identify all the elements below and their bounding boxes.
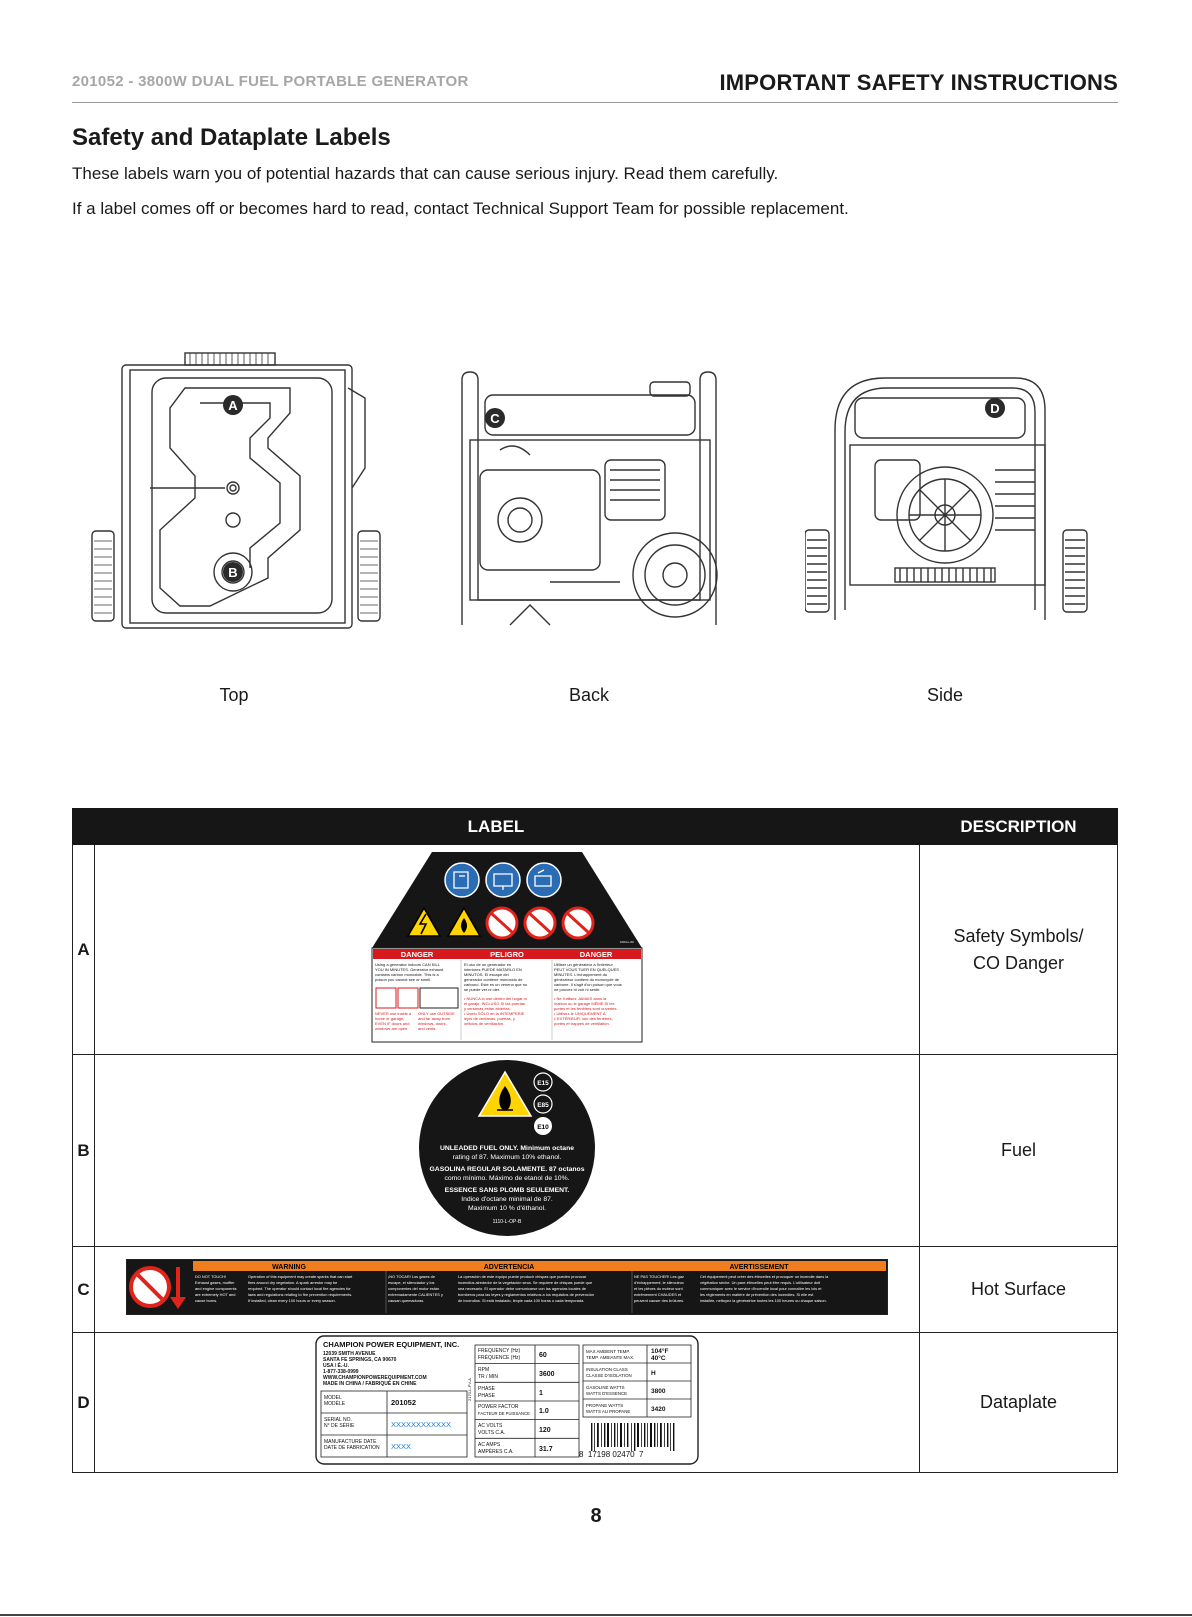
rating-label-en: INSULATION CLASS: [586, 1367, 628, 1372]
label-a-fr-rule-line: L'EXTÉRIEUR, loin des fenêtres,: [554, 1016, 613, 1021]
rating-label-fr: TEMP. AMBIANTE MAX.: [586, 1355, 635, 1360]
section-header: IMPORTANT SAFETY INSTRUCTIONS: [719, 70, 1118, 95]
table-row-a: [73, 845, 1118, 1055]
section-title: Safety and Dataplate Labels: [72, 124, 391, 151]
label-column-header: LABEL: [73, 809, 920, 845]
caption-top: Top: [219, 685, 249, 705]
label-a-only-line: windows, doors,: [418, 1021, 447, 1026]
label-a-only-line: and vents.: [418, 1026, 437, 1031]
label-a-en-line: poison you cannot see or smell.: [375, 977, 432, 982]
row-description: Safety Symbols/ CO Danger: [920, 845, 1118, 1055]
use-outside-icon: [420, 988, 458, 1008]
label-b-code: 1110-L-OP-B: [492, 1219, 522, 1225]
read-manual-icon: [445, 863, 479, 897]
dataplate-company: CHAMPION POWER EQUIPMENT, INC.: [323, 1340, 460, 1349]
marker-b-text: B: [228, 565, 238, 580]
dataplate-address-line: USA / É.-U.: [323, 1363, 349, 1369]
serial-label-en: SERIAL NO.: [324, 1417, 352, 1423]
row-letter: B: [73, 1055, 95, 1247]
generator-side-view-illustration: [805, 370, 1105, 635]
label-c-es-long: La operación de este equipo puede producir chispas que pueden provocar: [458, 1274, 587, 1279]
model-value: 201052: [391, 1398, 417, 1407]
label-a-never-line: EVEN IF doors and: [375, 1021, 410, 1026]
label-a-es-line: carbono. Este es un veneno que no: [464, 982, 528, 987]
label-a-fr-rule-line: • Utilisez-le UNIQUEMENT À: [554, 1011, 606, 1016]
rating-label-fr: CLASSE D'ISOLATION: [586, 1373, 632, 1378]
mandatory-icons: [445, 863, 561, 897]
label-a-fr-line: ne pouvez ni voir ni sentir.: [554, 987, 601, 992]
no-garage-use-icon: [398, 988, 418, 1008]
label-a-fr-line: carbone. Il s'agit d'un poison que vous: [554, 982, 622, 987]
label-c-es-short: ¡NO TOCAR! Los gases de: [388, 1274, 435, 1279]
no-indoor-use-icon: [376, 988, 396, 1008]
label-a-fr-line: PEUT VOUS TUER EN QUELQUES: [554, 967, 619, 972]
label-c-fr-short: d'échappement, le silencieux: [634, 1280, 684, 1285]
label-c-en-short: are extremely HOT and: [195, 1292, 236, 1297]
ground-generator-icon: [486, 863, 520, 897]
table-row-c: [73, 1247, 1118, 1333]
label-a-code: 1004-L-00: [620, 940, 634, 944]
label-c-en-short: and engine components: [195, 1286, 237, 1291]
outdoor-use-icon: [527, 863, 561, 897]
marker-a-text: A: [228, 398, 238, 413]
label-a-safety-symbols: [364, 848, 650, 1046]
badge-e15: E15: [537, 1080, 549, 1087]
fuel-line-3: GASOLINA REGULAR SOLAMENTE. 87 octanos: [429, 1166, 585, 1173]
marker-c-text: C: [490, 411, 500, 426]
fuel-line-4: como mínimo. Máximo de etanol de 10%.: [444, 1175, 570, 1182]
dataplate-address-line: 1-877-338-0999: [323, 1369, 359, 1375]
label-a-heading-en: DANGER: [400, 950, 434, 959]
spec-label-fr: TR / MIN: [478, 1374, 498, 1380]
date-label-en: MANUFACTURE DATE: [324, 1439, 377, 1445]
label-c-heading-es: ADVERTENCIA: [483, 1264, 535, 1271]
label-d-dataplate: [315, 1335, 699, 1465]
label-c-fr-short: peuvent causer des brûlures.: [634, 1298, 685, 1303]
label-c-en-long: laws and regulations relating to fire prevention requirements.: [248, 1292, 353, 1297]
label-c-fr-long: Cet équipement peut créer des étincelles et provoquer un incendie dans la: [700, 1274, 829, 1279]
label-c-cell: [95, 1247, 920, 1333]
label-a-fr-rule-line: portes et trappes de ventilation.: [554, 1021, 610, 1026]
table-row-d: [73, 1333, 1118, 1473]
label-d-cell: [95, 1333, 920, 1473]
spec-label-fr: FACTEUR DE PUISSANCE: [478, 1411, 530, 1416]
header-divider: [72, 102, 1118, 103]
label-a-fr-line: MINUTES. L'échappement du: [554, 972, 608, 977]
label-a-es-rule-line: orificios de ventilación.: [464, 1021, 505, 1026]
row-letter: D: [73, 1333, 95, 1473]
label-a-fr-rule-line: maison ou le garage MÊME SI les: [554, 1001, 615, 1006]
rating-label-fr: WATTS AU PROPANE: [586, 1409, 631, 1414]
label-c-fr-long: végétation sèche. Un pare-étincelles peut être requis. L'utilisateur doit: [700, 1280, 821, 1285]
rating-value: H: [651, 1370, 656, 1377]
generator-top-view-illustration: [90, 348, 385, 643]
table-row-b: [73, 1055, 1118, 1247]
label-c-hot-surface: [126, 1259, 888, 1315]
badge-e85: E85: [537, 1102, 549, 1109]
label-c-es-long: de incendios. Si está instalado, limpie cada 100 horas o cada temporada.: [458, 1298, 585, 1303]
description-column-header: DESCRIPTION: [920, 809, 1118, 845]
label-b-fuel: [417, 1058, 597, 1238]
fuel-line-1: UNLEADED FUEL ONLY. Minimum octane: [439, 1145, 575, 1152]
label-a-heading-es: PELIGRO: [490, 950, 524, 959]
model-label-fr: MODÈLE: [324, 1401, 346, 1407]
label-c-es-short: causan quemaduras.: [388, 1298, 425, 1303]
label-c-en-long: fires around dry vegetation. A spark arrestor may be: [248, 1280, 338, 1285]
spec-label-en: PHASE: [478, 1386, 495, 1392]
rating-value: 3800: [651, 1388, 666, 1395]
spec-value: 31.7: [539, 1446, 553, 1453]
serial-label-fr: N° DE SÉRIE: [324, 1423, 355, 1429]
label-c-es-short: extremadamente CALIENTES y: [388, 1292, 443, 1297]
label-a-fr-rule-line: • Ne l'utilisez JAMAIS dans la: [554, 996, 607, 1001]
label-a-en-line: Using a generator indoors CAN KILL: [375, 962, 440, 967]
rating-value: 104°F: [651, 1348, 669, 1355]
label-c-en-short: DO NOT TOUCH!: [195, 1274, 226, 1279]
barcode-number: 8 17198 02470 7: [579, 1450, 644, 1459]
label-c-en-long: If installed, clean every 100 hours or every season.: [248, 1298, 336, 1303]
label-c-heading-en: WARNING: [272, 1264, 306, 1271]
table-header-row: [73, 809, 1118, 845]
label-c-es-long: bomberos para las leyes y reglamentos relativos a los requisitos de prevención: [458, 1292, 595, 1297]
dataplate-address-line: 12039 SMITH AVENUE: [323, 1351, 376, 1357]
rating-label-fr: WATTS D'ESSENCE: [586, 1391, 628, 1396]
label-a-only-line: ONLY use OUTSIDE: [418, 1011, 455, 1016]
label-a-es-rule-line: • Úselo SÓLO en la INTEMPERIE: [464, 1011, 525, 1016]
label-a-en-line: contains carbon monoxide. This is a: [375, 972, 439, 977]
spec-label-en: AC VOLTS: [478, 1423, 503, 1429]
dataplate-address-line: SANTA FE SPRINGS, CA 90670: [323, 1357, 397, 1363]
dataplate-address-line: WWW.CHAMPIONPOWEREQUIPMENT.COM: [323, 1375, 427, 1381]
label-a-fr-line: Utiliser un générateur à l'intérieur: [554, 962, 613, 967]
label-c-fr-short: et les pièces du moteur sont: [634, 1286, 683, 1291]
spec-label-en: RPM: [478, 1367, 490, 1373]
marker-d-text: D: [990, 401, 1000, 416]
label-c-fr-short: NE PAS TOUCHER! Les gaz: [634, 1274, 684, 1279]
rating-value: 40°C: [651, 1355, 666, 1362]
spec-value: 1: [539, 1390, 543, 1397]
label-a-es-rule-line: el garaje, INCLUSO SI las puertas: [464, 1001, 525, 1006]
label-a-es-line: interiores PUEDE MATARLO EN: [464, 967, 522, 972]
fuel-line-7: Maximum 10 % d'éthanol.: [468, 1205, 546, 1212]
row-letter: C: [73, 1247, 95, 1333]
label-c-en-short: Exhaust gases, muffler: [195, 1280, 235, 1285]
intro-paragraph-2: If a label comes off or becomes hard to read, contact Technical Support Team for possible replacement.: [72, 199, 849, 218]
label-c-es-long: sea necesario. El operador debe comunicarse con las agencias locales de: [458, 1286, 587, 1291]
spec-label-fr: PHASE: [478, 1393, 495, 1399]
dataplate-side-code: 2170-L-PV-A: [467, 1378, 472, 1401]
label-a-es-rule-line: y ventanas están abiertas.: [464, 1006, 511, 1011]
label-c-fr-long: installée, nettoyez la génératrice toutes les 100 heures ou chaque saison.: [700, 1298, 827, 1303]
label-a-es-rule-line: lejos de ventanas, puertas, y: [464, 1016, 515, 1021]
fuel-line-6: Indice d'octane minimal de 87.: [461, 1196, 553, 1203]
label-c-fr-short: extrêmement CHAUDES et: [634, 1292, 682, 1297]
serial-value: XXXXXXXXXXXX: [391, 1420, 452, 1429]
model-label-en: MODEL: [324, 1395, 342, 1401]
spec-value: 60: [539, 1352, 547, 1359]
fuel-line-2: rating of 87. Maximum 10% ethanol.: [452, 1154, 562, 1161]
rating-value: 3420: [651, 1406, 666, 1413]
spec-label-en: AC AMPS: [478, 1442, 501, 1448]
document-header-title: 201052 - 3800W DUAL FUEL PORTABLE GENERATOR: [72, 73, 469, 90]
spec-label-en: FREQUENCY (Hz): [478, 1348, 521, 1354]
row-description: Dataplate: [920, 1333, 1118, 1473]
spec-value: 3600: [539, 1371, 555, 1378]
label-a-en-line: YOU IN MINUTES. Generator exhaust: [375, 967, 444, 972]
row-description: Fuel: [920, 1055, 1118, 1247]
date-label-fr: DATE DE FABRICATION: [324, 1445, 380, 1451]
date-value: XXXX: [391, 1442, 412, 1451]
label-c-es-short: componentes del motor están: [388, 1286, 440, 1291]
label-c-en-short: cause burns.: [195, 1298, 218, 1303]
page-number: 8: [590, 1505, 602, 1527]
label-a-fr-line: générateur contient du monoxyde de: [554, 977, 620, 982]
page-bottom-rule: [0, 1614, 1192, 1616]
rating-label-en: MAX AMBIENT TEMP.: [586, 1349, 630, 1354]
caption-back: Back: [568, 685, 610, 705]
spec-label-fr: FRÉQUENCE (Hz): [478, 1355, 521, 1361]
label-a-only-line: and far away from: [418, 1016, 451, 1021]
rating-label-en: PROPANE WATTS: [586, 1403, 624, 1408]
spec-label-fr: AMPÈRES C.A.: [478, 1449, 514, 1455]
label-c-fr-long: les règlements en matière de prévention des incendies. Si elle est: [700, 1292, 814, 1297]
label-a-es-rule-line: • NUNCA lo use dentro del hogar ni: [464, 996, 527, 1001]
label-c-es-long: incendios alrededor de la vegetación seca. Se requiere de chispas puede que: [458, 1280, 593, 1285]
label-c-fr-long: communiquer avec le service d'incendie local pour connaître les lois et: [700, 1286, 822, 1291]
label-a-es-line: generador contiene monóxido de: [464, 977, 523, 982]
label-a-es-line: se puede ver ni oler.: [464, 987, 501, 992]
label-b-cell: [95, 1055, 920, 1247]
label-a-cell: [95, 845, 920, 1055]
spec-value: 120: [539, 1427, 551, 1434]
label-a-es-line: El uso de un generador en: [464, 962, 512, 967]
label-a-fr-rule-line: portes et les fenêtres sont ouvertes.: [554, 1006, 618, 1011]
row-letter: A: [73, 845, 95, 1055]
labels-table: [72, 808, 1118, 1473]
intro-paragraph-1: These labels warn you of potential hazards that can cause serious injury. Read them carefully.: [72, 164, 779, 183]
label-a-heading-fr: DANGER: [579, 950, 613, 959]
dataplate-address-line: MADE IN CHINA / FABRIQUÉ EN CHINE: [323, 1381, 417, 1387]
spec-value: 1.0: [539, 1408, 549, 1415]
label-c-en-long: required. The operator should contact local fire agencies for: [248, 1286, 351, 1291]
row-description: Hot Surface: [920, 1247, 1118, 1333]
label-c-en-long: Operation of this equipment may create sparks that can start: [248, 1274, 353, 1279]
fuel-line-5: ESSENCE SANS PLOMB SEULEMENT.: [444, 1187, 570, 1194]
label-c-es-short: escape, el silenciador y los: [388, 1280, 435, 1285]
caption-side: Side: [926, 685, 964, 705]
label-a-es-line: MINUTOS. El escape del: [464, 972, 509, 977]
label-a-never-line: home or garage,: [375, 1016, 405, 1021]
badge-e10: E10: [537, 1124, 549, 1131]
label-a-never-line: NEVER use inside a: [375, 1011, 412, 1016]
label-a-never-line: windows are open.: [375, 1026, 409, 1031]
label-c-heading-fr: AVERTISSEMENT: [729, 1264, 789, 1271]
spec-label-en: POWER FACTOR: [478, 1404, 519, 1410]
spec-label-fr: VOLTS C.A.: [478, 1430, 506, 1436]
rating-label-en: GASOLINE WATTS: [586, 1385, 625, 1390]
generator-back-view-illustration: [440, 370, 740, 640]
